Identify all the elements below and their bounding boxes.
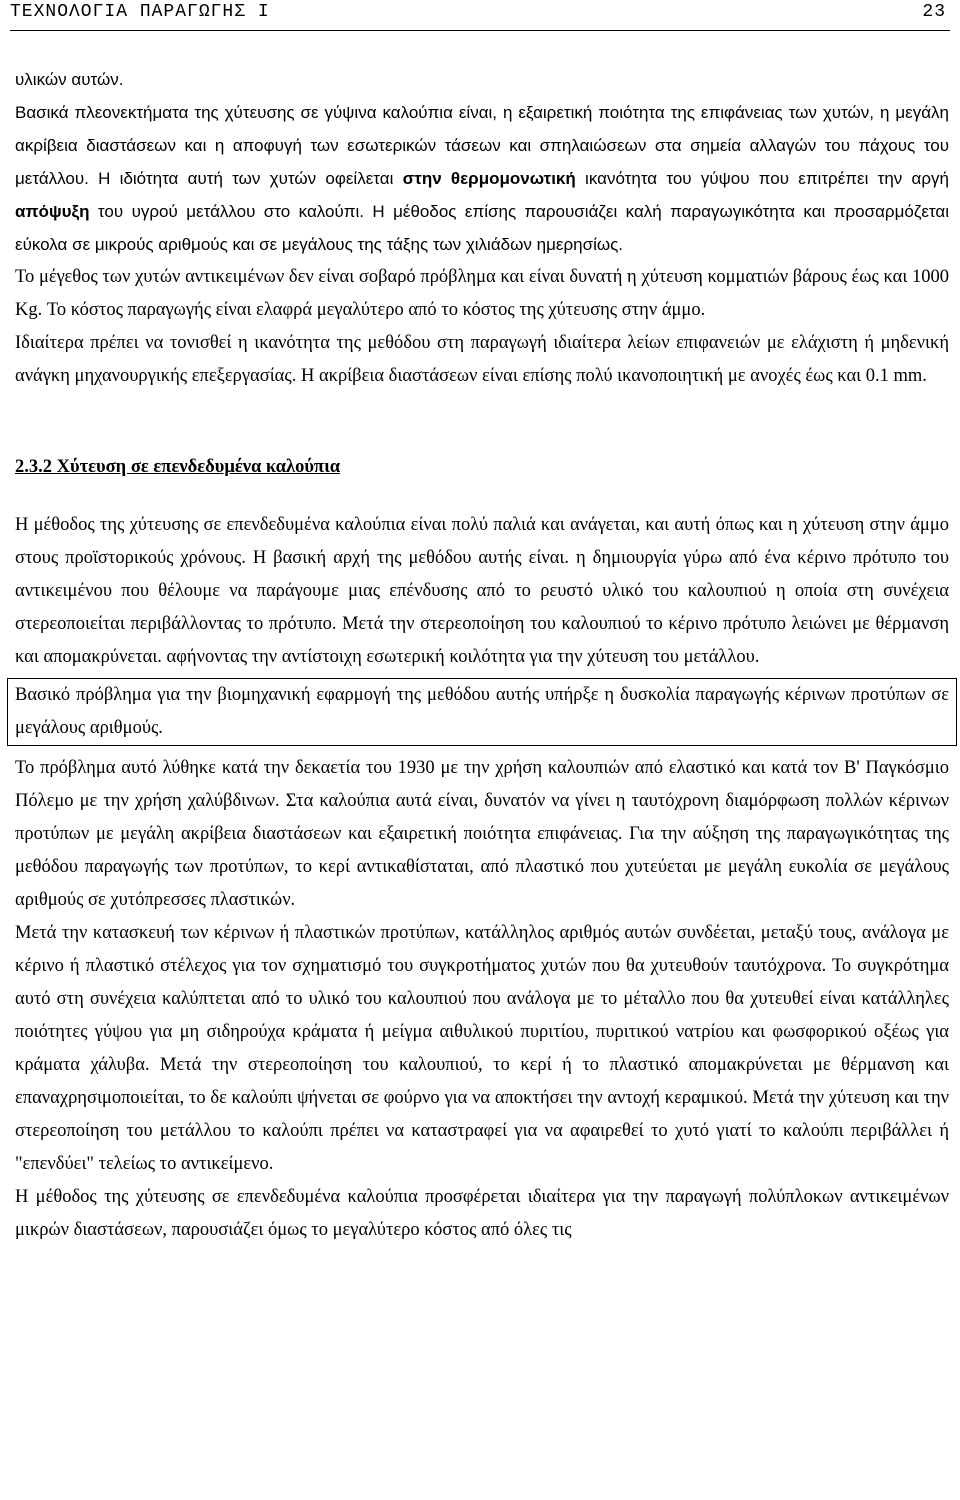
header-title: ΤΕΧΝΟΛΟΓΙΑ ΠΑΡΑΓΩΓΗΣ Ι bbox=[10, 2, 270, 22]
paragraph-solution: Το πρόβλημα αυτό λύθηκε κατά την δεκαετία του 1930 με την χρήση καλουπιών από ελαστικό και κατά τον Β' Παγκόσμιο Πόλεμο με την χρήση χαλύβδινων. Στα καλούπια αυτά είναι, δυνατόν να γίνει η ταυτόχρονη διαμόρφωση πολλών κέρινων προτύπων με μεγάλη ακρίβεια διαστάσεων και εξαιρετική ποιότητα επιφάνειας. Για την αύξηση της παραγωγικότητας της μεθόδου παραγωγής των προτύπων, το κερί αντικαθίσταται, από πλαστικό που χυτεύεται με μεγάλη ευκολία σε μεγάλους αριθμούς σε χυτόπρεσσες πλαστικών. bbox=[15, 758, 949, 910]
paragraph-surfaces: Ιδιαίτερα πρέπει να τονισθεί η ικανότητα της μεθόδου στη παραγωγή ιδιαίτερα λείων επιφανειών με ελάχιστη ή μηδενική ανάγκη μηχανουργικής επεξεργασίας. Η ακρίβεια διαστάσεων είναι επίσης πολύ ικανοποιητική με ανοχές έως και 0.1 mm. bbox=[15, 333, 949, 386]
page-body bbox=[15, 63, 949, 1247]
paragraph-size: Το μέγεθος των χυτών αντικειμένων δεν είναι σοβαρό πρόβλημα και είναι δυνατή η χύτευση κομματιών βάρους έως και 1000 Kg. Το κόστος παραγωγής είναι ελαφρά μεγαλύτερο από το κόστος της χύτευσης στην άμμο. bbox=[15, 267, 949, 320]
bold-term-thermal: στην θερμομονωτική bbox=[402, 169, 576, 188]
paragraph-intro: υλικών αυτών. bbox=[15, 70, 124, 89]
text-run: ικανότητα του γύψου που επιτρέπει την αργή bbox=[575, 169, 950, 188]
text-run: του υγρού μετάλλου στο καλούπι. Η μέθοδος επίσης παρουσιάζει καλή παραγωγικότητα και προσαρμόζεται εύκολα σε μικρούς αριθμούς και σε μεγάλους της τάξης των χιλιάδων ημερησίως. bbox=[15, 202, 949, 254]
section-heading: 2.3.2 Χύτευση σε επενδεδυμένα καλούπια bbox=[15, 457, 341, 477]
paragraph-application: Η μέθοδος της χύτευσης σε επενδεδυμένα καλούπια προσφέρεται ιδιαίτερα για την παραγωγή πολύπλοκων αντικειμένων μικρών διαστάσεων, παρουσιάζει όμως το μεγαλύτερο κόστος από όλες τις bbox=[15, 1187, 949, 1240]
paragraph-advantages bbox=[15, 96, 949, 261]
paragraph-process: Μετά την κατασκευή των κέρινων ή πλαστικών προτύπων, κατάλληλος αριθμός αυτών συνδέεται, μεταξύ τους, ανάλογα με κέρινο ή πλαστικό στέλεχος για τον σχηματισμό του συγκροτήματος χυτών που θα χυτευθούν ταυτόχρονα. Το συγκρότημα αυτό στη συνέχεια καλύπτεται από το υλικό του καλουπιού που ανάλογα με το μέταλλο που θα χυτευθεί είναι κατάλληλες ποιότητες γύψου για μη σιδηρούχα κράματα ή μείγμα αιθυλικού πυριτίου, πυριτικού νατρίου και φωσφορικού οξέως για κράματα χάλυβα. Μετά την στερεοποίηση του καλουπιού, το κερί ή το πλαστικό απομακρύνεται με θέρμανση και επαναχρησιμοποιείται, το δε καλούπι ψήνεται σε φούρνο για να αποκτήσει την αντοχή κεραμικού. Μετά την χύτευση και την στερεοποίηση του μετάλλου το καλούπι πρέπει να καταστραφεί για να αφαιρεθεί το χυτό γιατί το καλούπι περιβάλλει ή "επενδύει" τελείως το αντικείμενο. bbox=[15, 923, 949, 1174]
page-header bbox=[10, 0, 950, 31]
paragraph-boxed-problem: Βασικό πρόβλημα για την βιομηχανική εφαρμογή της μεθόδου αυτής υπήρξε η δυσκολία παραγωγής κέρινων προτύπων σε μεγάλους αριθμούς. bbox=[7, 678, 957, 746]
page-number: 23 bbox=[922, 2, 946, 22]
bold-term-cooling: απόψυξη bbox=[15, 202, 90, 221]
paragraph-method: Η μέθοδος της χύτευσης σε επενδεδυμένα καλούπια είναι πολύ παλιά και ανάγεται, και αυτή όπως και η χύτευση στην άμμο στους προϊστορικούς χρόνους. Η βασική αρχή της μεθόδου αυτής είναι. η δημιουργία γύρω από ένα κέρινο πρότυπο του αντικειμένου που θέλουμε να παράγουμε μιας επένδυσης από το ρευστό υλικό του καλουπιού η οποία στη συνέχεια στερεοποιείται περιβάλλοντας το πρότυπο. Μετά την στερεοποίηση του καλουπιού το κέρινο πρότυπο λειώνει με θέρμανση και απομακρύνεται. αφήνοντας την αντίστοιχη εσωτερική κοιλότητα για την χύτευση του μετάλλου. bbox=[15, 515, 949, 667]
text-run: Βασικά πλεονεκτήματα της χύτευσης σε γύψινα καλούπια είναι, η εξαιρετική ποιότητα της επιφάνειας των χυτών, η μεγάλη ακρίβεια διαστάσεων και η αποφυγή των εσωτερικών τάσεων και σπηλαιώσεων στα σημεία αλλαγών του πάχους του μετάλλου. Η ιδιότητα αυτή των χυτών οφείλεται bbox=[15, 103, 949, 188]
